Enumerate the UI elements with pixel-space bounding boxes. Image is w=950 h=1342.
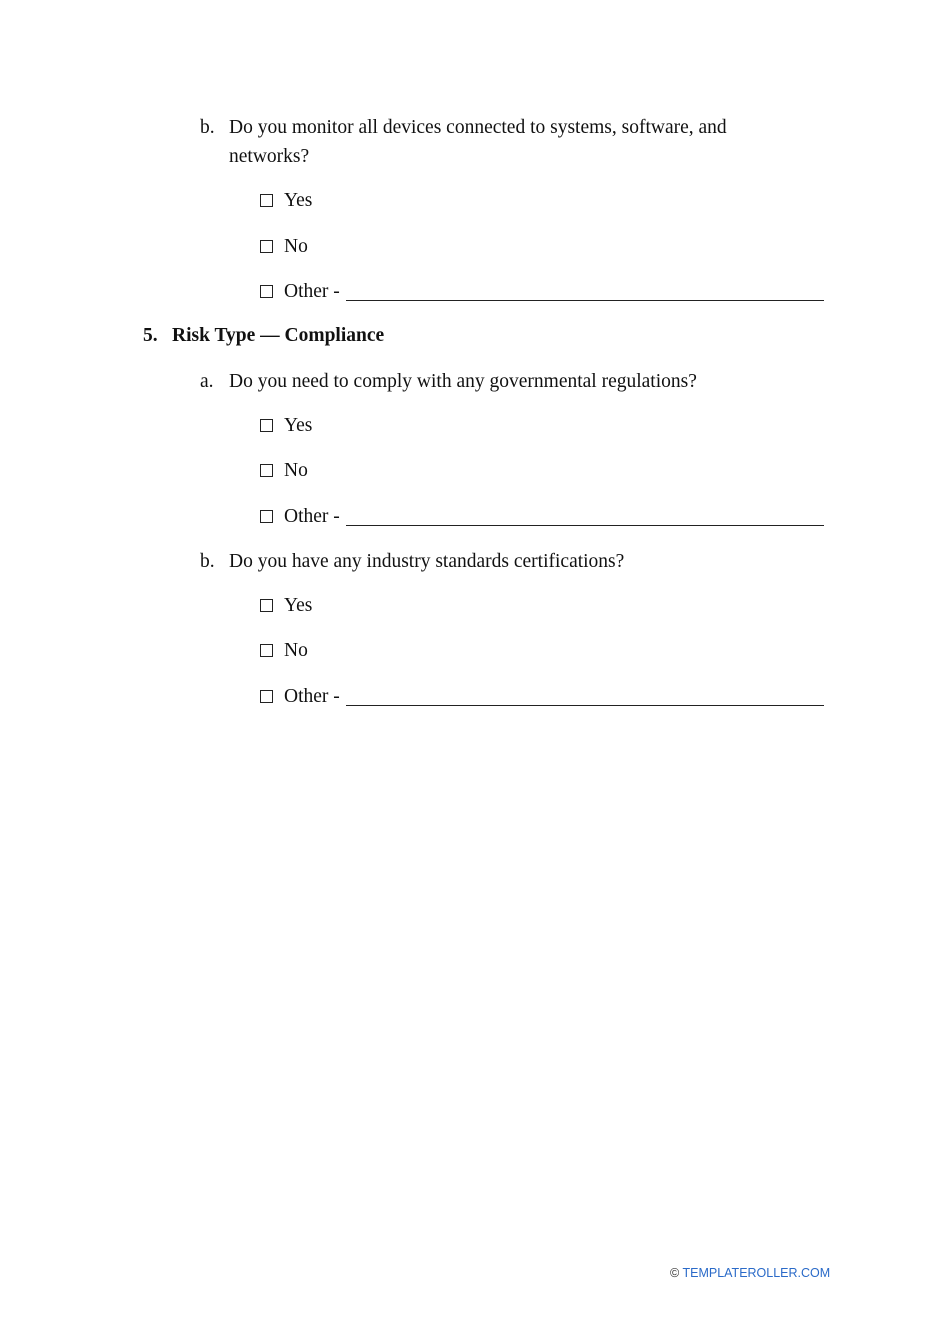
section-heading: [143, 323, 384, 349]
checkbox[interactable]: [260, 644, 273, 657]
option-label: Yes: [284, 190, 313, 211]
question-5a: [200, 367, 800, 396]
option-yes[interactable]: [260, 414, 312, 438]
checkbox[interactable]: [260, 510, 273, 523]
checkbox[interactable]: [260, 464, 273, 477]
checkbox[interactable]: [260, 599, 273, 612]
section-number: 5.: [143, 325, 158, 346]
option-no[interactable]: [260, 459, 308, 483]
checkbox[interactable]: [260, 419, 273, 432]
checkbox[interactable]: [260, 194, 273, 207]
option-yes[interactable]: [260, 189, 312, 213]
option-other[interactable]: [260, 280, 824, 304]
option-other[interactable]: [260, 685, 824, 709]
option-label: No: [284, 236, 308, 257]
checkbox[interactable]: [260, 285, 273, 298]
option-label: Yes: [284, 595, 313, 616]
option-other[interactable]: [260, 505, 824, 529]
option-label: Other -: [284, 686, 340, 707]
footer-credit: [670, 1266, 830, 1280]
question-4b: [200, 113, 800, 171]
option-no[interactable]: [260, 235, 308, 259]
question-text: Do you monitor all devices connected to systems, software, and networks?: [229, 117, 727, 167]
option-label: Other -: [284, 281, 340, 302]
option-label: Other -: [284, 506, 340, 527]
question-text: Do you need to comply with any governmental regulations?: [229, 371, 697, 392]
checkbox[interactable]: [260, 240, 273, 253]
copyright-symbol: ©: [670, 1266, 680, 1280]
footer-link[interactable]: TEMPLATEROLLER.COM: [682, 1266, 831, 1280]
section-title: Risk Type — Compliance: [172, 325, 385, 346]
option-label: No: [284, 460, 308, 481]
other-fill-line[interactable]: [346, 687, 824, 706]
checkbox[interactable]: [260, 690, 273, 703]
question-text: Do you have any industry standards certifications?: [229, 551, 625, 572]
option-no[interactable]: [260, 639, 308, 663]
option-yes[interactable]: [260, 594, 312, 618]
other-fill-line[interactable]: [346, 507, 824, 526]
other-fill-line[interactable]: [346, 282, 824, 301]
question-5b: [200, 547, 800, 576]
question-letter: b.: [200, 117, 215, 138]
option-label: Yes: [284, 415, 313, 436]
question-letter: b.: [200, 551, 215, 572]
option-label: No: [284, 640, 308, 661]
question-letter: a.: [200, 371, 214, 392]
